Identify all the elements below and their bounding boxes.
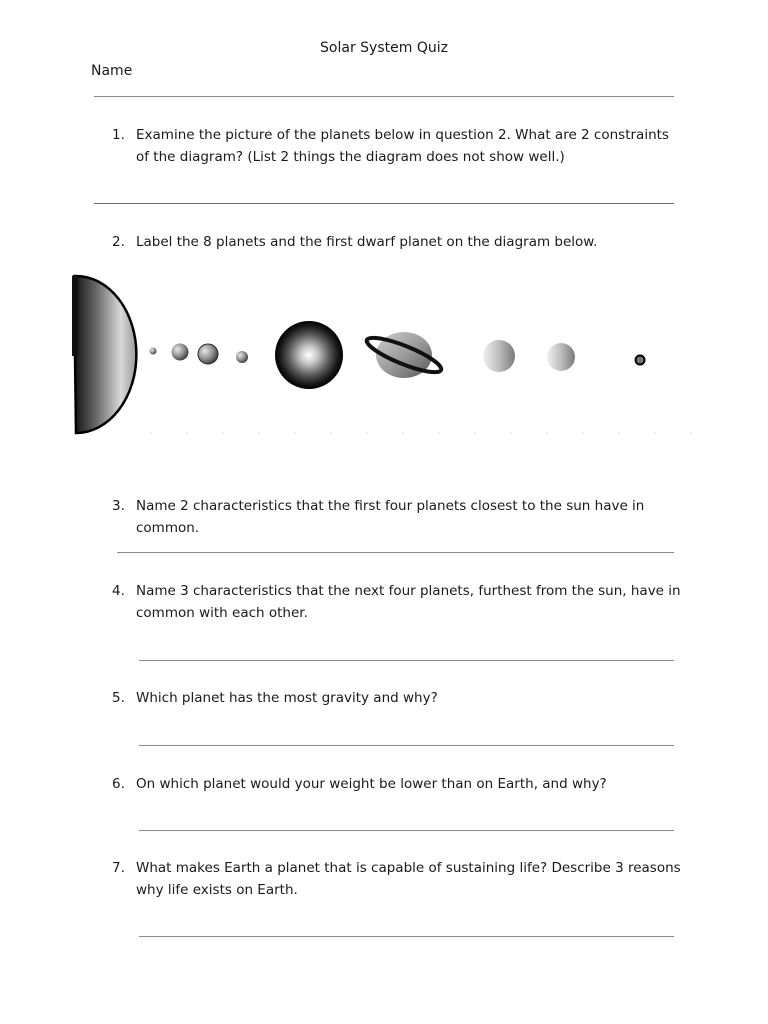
question-number: 2. xyxy=(112,234,125,250)
venus-shape[interactable] xyxy=(172,344,189,361)
answer-line-6[interactable] xyxy=(139,830,674,831)
question-2 xyxy=(112,231,682,253)
question-text: Name 3 characteristics that the next four planets, furthest from the sun, have in common with each other. xyxy=(136,583,681,621)
question-5 xyxy=(112,687,682,709)
name-label: Name xyxy=(91,63,133,79)
question-4 xyxy=(112,580,682,624)
question-number: 6. xyxy=(112,776,125,792)
neptune-shape[interactable] xyxy=(547,343,575,371)
question-text: On which planet would your weight be lower than on Earth, and why? xyxy=(136,776,607,792)
question-6 xyxy=(112,773,682,795)
question-number: 7. xyxy=(112,860,125,876)
answer-line-3[interactable] xyxy=(117,552,674,553)
answer-line-1[interactable] xyxy=(94,203,674,204)
mercury-shape[interactable] xyxy=(150,348,157,355)
question-3 xyxy=(112,495,682,539)
planets-diagram xyxy=(0,262,768,452)
question-1 xyxy=(112,124,682,168)
dwarf-planet-shape[interactable] xyxy=(636,356,645,365)
earth-shape[interactable] xyxy=(198,344,218,364)
mars-shape[interactable] xyxy=(236,351,248,363)
uranus-shape[interactable] xyxy=(483,340,515,372)
name-answer-line[interactable] xyxy=(94,96,674,97)
question-text: Name 2 characteristics that the first four planets closest to the sun have in common. xyxy=(136,498,645,536)
saturn-shape[interactable] xyxy=(364,332,445,379)
question-number: 1. xyxy=(112,127,125,143)
sun-shape xyxy=(72,276,136,433)
question-text: What makes Earth a planet that is capable of sustaining life? Describe 3 reasons why life exists on Earth. xyxy=(136,860,681,898)
question-number: 3. xyxy=(112,498,125,514)
page-title: Solar System Quiz xyxy=(320,40,448,56)
question-text: Examine the picture of the planets below in question 2. What are 2 constraints of the diagram? (List 2 things the diagram does not show well.) xyxy=(136,127,669,165)
question-text: Label the 8 planets and the first dwarf planet on the diagram below. xyxy=(136,234,598,250)
answer-line-7[interactable] xyxy=(139,936,674,937)
question-number: 5. xyxy=(112,690,125,706)
jupiter-shape[interactable] xyxy=(275,321,343,389)
question-7 xyxy=(112,857,682,901)
answer-line-5[interactable] xyxy=(139,745,674,746)
answer-line-4[interactable] xyxy=(139,660,674,661)
question-text: Which planet has the most gravity and why? xyxy=(136,690,438,706)
question-number: 4. xyxy=(112,583,125,599)
